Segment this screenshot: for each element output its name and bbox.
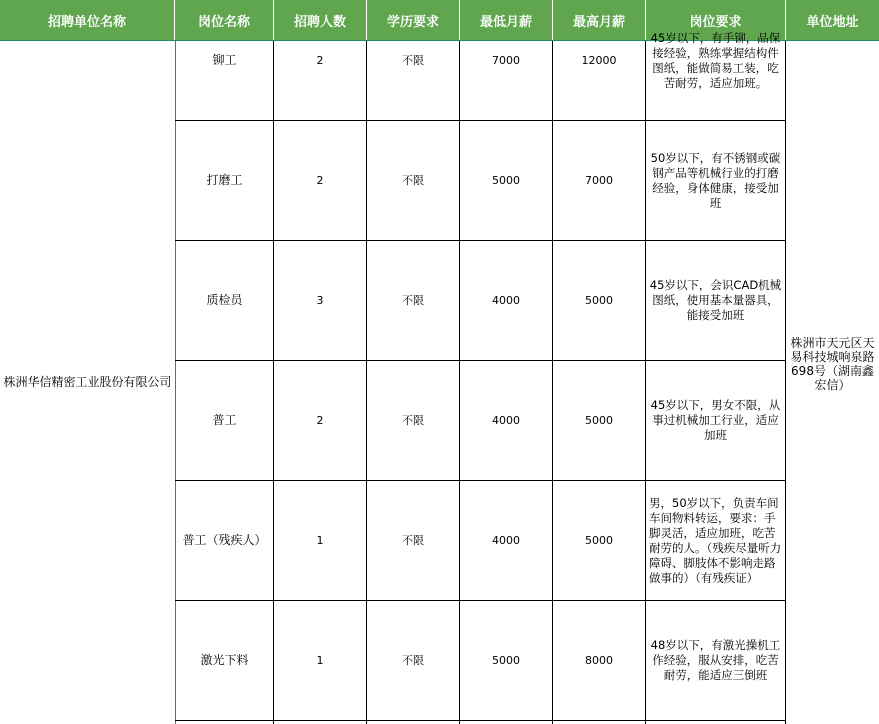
requirements-cell[interactable]: 48岁以下，有激光操机工作经验，服从安排，吃苦耐劳，能适应三倒班: [650, 638, 781, 682]
header-company[interactable]: 招聘单位名称: [0, 0, 175, 40]
education-cell[interactable]: 不限: [402, 414, 424, 427]
max-salary-cell[interactable]: 7000: [585, 174, 613, 187]
education-cell[interactable]: 不限: [402, 53, 424, 67]
min-salary-cell[interactable]: 5000: [492, 654, 520, 667]
max-salary-cell[interactable]: 5000: [585, 534, 613, 547]
min-salary-cell[interactable]: 5000: [492, 174, 520, 187]
position-cell[interactable]: 打磨工: [206, 173, 243, 187]
count-cell[interactable]: 2: [316, 174, 324, 187]
company-cell[interactable]: 株洲华信精密工业股份有限公司: [3, 374, 172, 389]
position-cell[interactable]: 质检员: [206, 293, 243, 307]
max-salary-cell[interactable]: 8000: [585, 654, 613, 667]
max-salary-cell[interactable]: 5000: [585, 294, 613, 307]
header-requirements[interactable]: 岗位要求: [646, 0, 786, 40]
count-cell[interactable]: 3: [316, 294, 324, 307]
education-cell[interactable]: 不限: [402, 654, 424, 667]
min-salary-cell[interactable]: 4000: [492, 414, 520, 427]
position-cell[interactable]: 普工（残疾人）: [182, 533, 267, 547]
requirements-cell[interactable]: 45岁以下，有手铆，品保接经验，熟练掌握结构件图纸，能做简易工装，吃苦耐劳，适应加班。: [650, 31, 781, 90]
min-salary-cell[interactable]: 7000: [492, 53, 520, 67]
header-position[interactable]: 岗位名称: [175, 0, 274, 40]
count-cell[interactable]: 1: [316, 654, 324, 667]
position-cell[interactable]: 激光下料: [200, 653, 249, 667]
requirements-cell[interactable]: 45岁以下，会识CAD机械图纸，使用基本量器具，能接受加班: [649, 278, 782, 322]
header-education[interactable]: 学历要求: [367, 0, 460, 40]
education-cell[interactable]: 不限: [402, 534, 424, 547]
count-cell[interactable]: 2: [316, 414, 324, 427]
row-separator: [175, 720, 785, 721]
count-cell[interactable]: 1: [316, 534, 324, 547]
count-cell[interactable]: 2: [316, 53, 324, 67]
position-cell[interactable]: 铆工: [212, 52, 237, 67]
position-cell[interactable]: 普工: [212, 413, 237, 427]
header-max-salary[interactable]: 最高月薪: [553, 0, 646, 40]
table-body: [0, 31, 879, 724]
requirements-cell[interactable]: 男，50岁以下，负责车间车间物料转运，要求：手脚灵活，适应加班，吃苦耐劳的人。（残疾尽量听力障碍、脚肢体不影响走路做事的）（有残疾证）: [649, 495, 782, 585]
max-salary-cell[interactable]: 12000: [581, 53, 617, 67]
education-cell[interactable]: 不限: [402, 294, 424, 307]
header-address[interactable]: 单位地址: [806, 14, 859, 30]
address-cell[interactable]: 株洲市天元区天易科技城响泉路698号（湖南鑫宏信）: [790, 335, 875, 392]
requirements-cell[interactable]: 45岁以下，男女不限，从事过机械加工行业，适应加班: [650, 398, 781, 442]
header-min-salary[interactable]: 最低月薪: [460, 0, 553, 40]
min-salary-cell[interactable]: 4000: [492, 534, 520, 547]
education-cell[interactable]: 不限: [402, 174, 424, 187]
header-count[interactable]: 招聘人数: [274, 0, 367, 40]
min-salary-cell[interactable]: 4000: [492, 294, 520, 307]
max-salary-cell[interactable]: 5000: [585, 414, 613, 427]
requirements-cell[interactable]: 50岁以下，有不锈钢或碳钢产品等机械行业的打磨经验，身体健康，接受加班: [650, 150, 781, 210]
